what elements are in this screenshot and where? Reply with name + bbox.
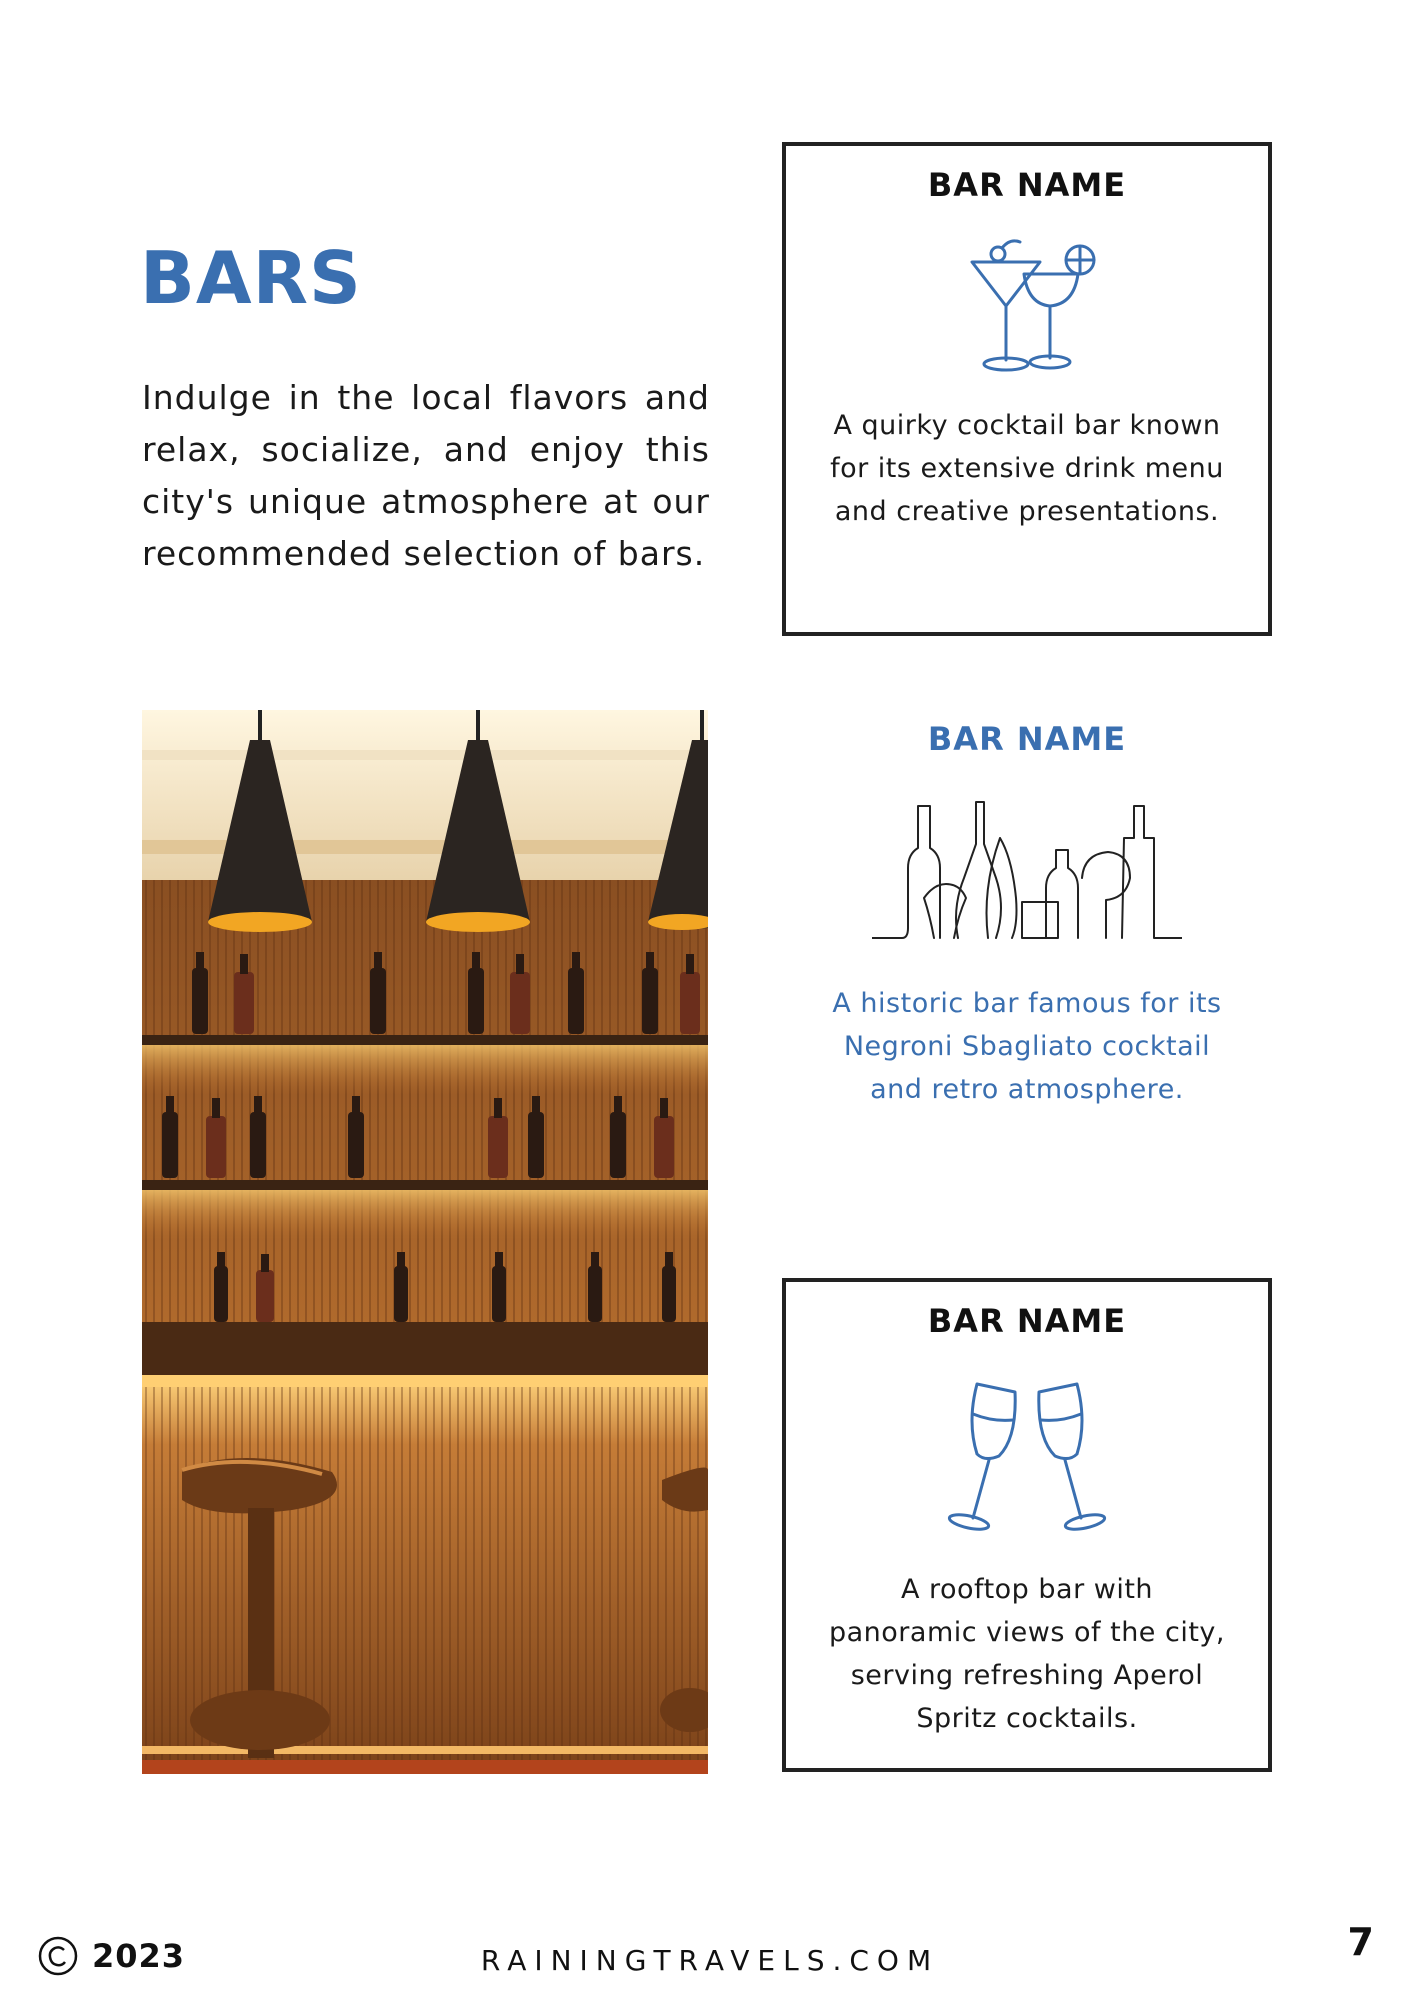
bar-description: A rooftop bar with panoramic views of the city, serving refreshing Aperol Spritz cocktails. (828, 1574, 1225, 1734)
bar-card-3 (782, 1278, 1272, 1772)
bar-description: A quirky cocktail bar known for its extensive drink menu and creative presentations. (830, 410, 1224, 527)
cocktail-glasses-icon (786, 234, 1268, 384)
copyright-icon (38, 1936, 78, 1976)
website-link[interactable]: RAININGTRAVELS.COM (480, 1944, 940, 1977)
bar-name-heading: BAR NAME (927, 720, 1127, 758)
bar-description: A historic bar famous for its Negroni Sbagliato cocktail and retro atmosphere. (832, 988, 1222, 1105)
copyright (38, 1936, 185, 1976)
copyright-year: 2023 (92, 1937, 186, 1975)
champagne-toast-icon (786, 1378, 1268, 1538)
bar-card-2 (782, 710, 1272, 1150)
intro-paragraph: Indulge in the local flavors and relax, socialize, and enjoy this city's unique atmosphere at our recommended selection of bars. (142, 378, 710, 573)
bar-name-heading: BAR NAME (927, 166, 1127, 204)
bar-name-heading: BAR NAME (927, 1302, 1127, 1340)
bar-interior-photo (142, 710, 708, 1774)
bottles-and-glasses-icon (782, 798, 1272, 948)
page-number: 7 (1347, 1920, 1374, 1964)
page-title: BARS (140, 236, 362, 320)
bar-card-1 (782, 142, 1272, 636)
